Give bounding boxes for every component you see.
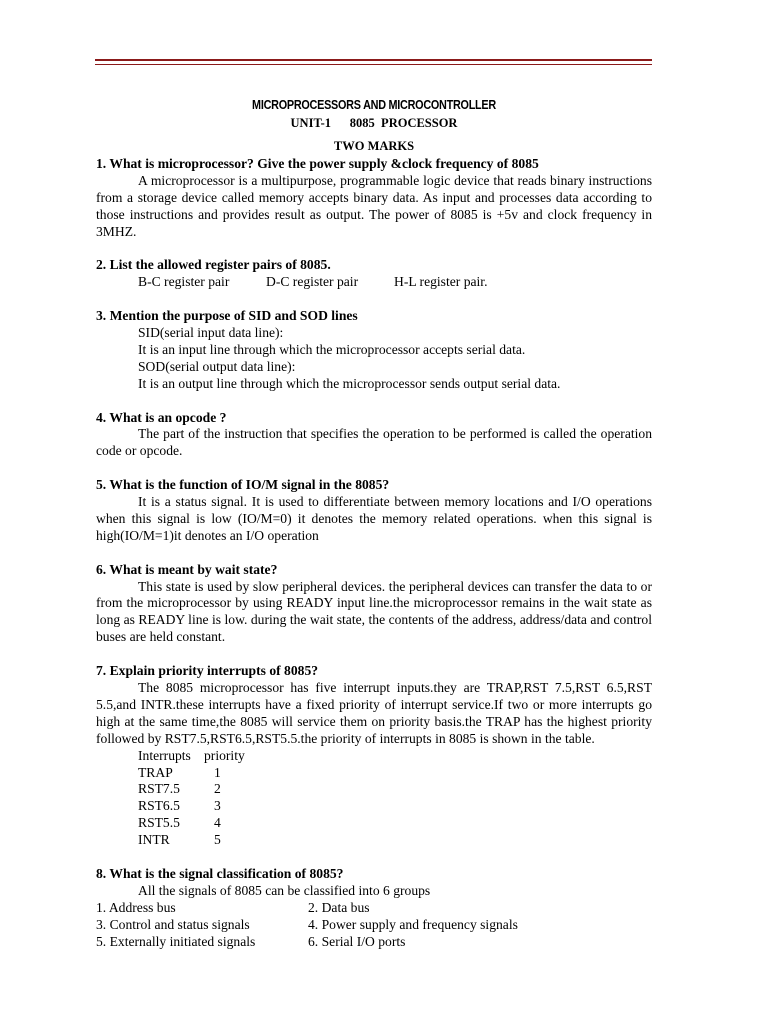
table-header-row: [138, 748, 245, 765]
question-heading: 1. What is microprocessor? Give the power supply &clock frequency of 8085: [96, 156, 539, 171]
question-heading: 8. What is the signal classification of 8085?: [96, 865, 344, 881]
question-7: [96, 663, 652, 849]
question-8: [96, 866, 652, 951]
signal-group: 3. Control and status signals: [96, 916, 250, 932]
question-heading: 6. What is meant by wait state?: [96, 561, 278, 577]
document-page: [96, 96, 652, 950]
answer-text: This state is used by slow peripheral devices. the peripheral devices can transfer the data to or from the microprocessor by using READY input line.the microprocessor remains in the wait state as long as READY line is low. during the wait state, the contents of the address, address/data and control buses are held constant.: [96, 578, 652, 645]
register-pair: B-C register pair: [138, 274, 230, 290]
signal-group: 4. Power supply and frequency signals: [308, 916, 518, 932]
question-heading: 4. What is an opcode ?: [96, 409, 227, 425]
course-title: MICROPROCESSORS AND MICROCONTROLLER: [252, 98, 496, 112]
register-pairs: [96, 274, 652, 291]
signal-groups: [96, 900, 652, 951]
table-header: priority: [204, 747, 245, 763]
table-row: [138, 781, 245, 798]
answer-text: The part of the instruction that specifies the operation to be performed is called the operation code or opcode.: [96, 426, 652, 459]
table-header: Interrupts: [138, 747, 191, 763]
question-6: [96, 562, 652, 647]
section-title: TWO MARKS: [333, 139, 415, 153]
question-heading: 5. What is the function of IO/M signal in the 8085?: [96, 477, 390, 493]
table-cell: INTR: [138, 832, 170, 848]
unit-title: UNIT-1 8085 PROCESSOR: [290, 116, 458, 130]
answer-text: The 8085 microprocessor has five interrupt inputs.they are TRAP,RST 7.5,RST 6.5,RST 5.5,and INTR.these interrupts have a fixed priority of interrupt service.If two or more interrupts go high at the same time,the 8085 will service them on priority basis.the TRAP has the highest priority followed by RST7.5,RST6.5,RST5.5.the priority of interrupts in 8085 is shown in the table.: [96, 680, 652, 746]
header-rule-thin: [95, 64, 652, 65]
question-5: [96, 477, 652, 545]
question-1: [96, 156, 652, 241]
answer-text: It is a status signal. It is used to differentiate between memory locations and I/O operations when this signal is low (IO/M=0) it denotes the memory related operations. when this signal is high(IO/M=1)it denotes an I/O operation: [96, 494, 652, 543]
table-row: [138, 798, 245, 815]
answer-line: All the signals of 8085 can be classified into 6 groups: [138, 882, 431, 898]
question-2: [96, 257, 652, 291]
table-cell: 2: [214, 781, 221, 797]
table-cell: RST6.5: [138, 798, 180, 814]
table-cell: RST5.5: [138, 815, 180, 831]
table-row: [138, 815, 245, 832]
signal-group: 1. Address bus: [96, 899, 176, 915]
answer-text: A microprocessor is a multipurpose, programmable logic device that reads binary instructions from a storage device called memory accepts binary data. As input and processes data according to those instructions and provides result as output. The power of 8085 is +5v and clock frequency in 3MHZ.: [96, 172, 652, 239]
table-cell: RST7.5: [138, 781, 180, 797]
interrupt-priority-table: [138, 748, 245, 849]
table-row: [138, 832, 245, 849]
answer-line: SID(serial input data line):: [138, 325, 284, 341]
answer-line: SOD(serial output data line):: [138, 358, 296, 374]
register-pair: D-C register pair: [266, 274, 359, 290]
answer-line: It is an output line through which the microprocessor sends output serial data.: [138, 375, 561, 391]
question-heading: 3. Mention the purpose of SID and SOD lines: [96, 308, 358, 324]
register-pair: H-L register pair.: [394, 274, 488, 290]
signal-group: 6. Serial I/O ports: [308, 933, 406, 949]
signal-group: 5. Externally initiated signals: [96, 933, 256, 949]
table-row: [138, 765, 245, 782]
table-cell: 3: [214, 798, 221, 814]
question-heading: 7. Explain priority interrupts of 8085?: [96, 663, 319, 679]
answer-line: It is an input line through which the microprocessor accepts serial data.: [138, 341, 526, 357]
question-3: [96, 308, 652, 393]
table-cell: TRAP: [138, 764, 173, 780]
table-cell: 1: [214, 764, 221, 780]
header-rule: [95, 59, 652, 61]
signal-group: 2. Data bus: [308, 899, 370, 915]
question-heading: 2. List the allowed register pairs of 8085.: [96, 257, 331, 273]
question-4: [96, 410, 652, 461]
table-cell: 5: [214, 832, 221, 848]
table-cell: 4: [214, 815, 221, 831]
